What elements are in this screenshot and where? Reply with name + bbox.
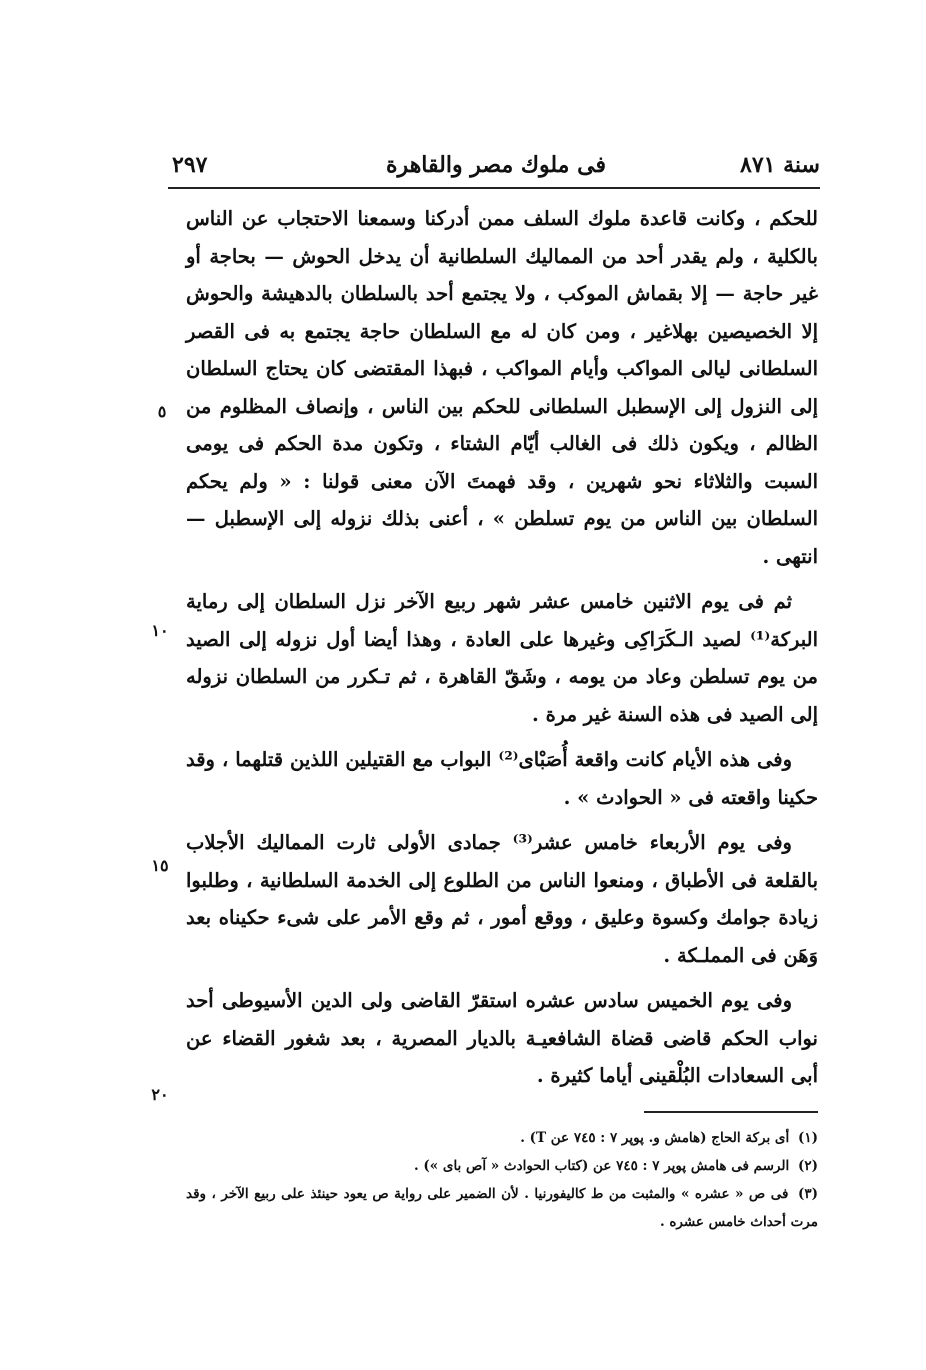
header-title: فى ملوك مصر والقاهرة — [386, 152, 606, 178]
line-marker-5: ٥ — [157, 402, 167, 421]
line-marker-20: ٢٠ — [151, 1085, 169, 1104]
footnote — [186, 1152, 818, 1180]
line-marker-10: ١٠ — [151, 621, 169, 640]
paragraph: وفى هذه الأيام كانت واقعة أُصَبْاى⁽²⁾ البواب مع القتيلين اللذين قتلهما ، وقد حكينا واقعته فى « الحوادث » . — [186, 748, 818, 809]
footnote-number: (٢) — [797, 1158, 818, 1174]
line-marker-15: ١٥ — [151, 856, 169, 875]
footnote-number: (٣) — [797, 1186, 818, 1202]
paragraph: وفى يوم الأربعاء خامس عشر⁽³⁾ جمادى الأولى ثارت المماليك الأجلاب بالقلعة فى الأطباق ، ومنعوا الناس من الطلوع إلى الخدمة السلطانية ، وطلبوا زيادة جوامك وكسوة وعليق ، ووقع أمور ، ثم وقع الأمر على شىء حكيناه بعد وَهَن فى المملـكة . — [186, 831, 818, 967]
main-text — [186, 200, 818, 1095]
footnotes — [186, 1124, 818, 1236]
running-header — [172, 150, 820, 184]
footnote — [186, 1180, 818, 1236]
footnote-rule — [644, 1111, 818, 1113]
header-year: سنة ٨٧١ — [740, 152, 820, 178]
footnote — [186, 1124, 818, 1152]
paragraph: للحكم ، وكانت قاعدة ملوك السلف ممن أدركنا وسمعنا الاحتجاب عن الناس بالكلية ، ولم يقدر أحد من المماليك السلطانية أن يدخل الحوش — بحاجة أو غير حاجة — إلا بقماش الموكب ، ولا يجتمع أحد بالسلطان بالدهيشة والحوش إلا الخصيصين بهلاغير ، ومن كان له مع السلطان حاجة يجتمع به فى القصر السلطانى ليالى المواكب وأيام المواكب ، فبهذا المقتضى كان يحتاج السلطان إلى النزول إلى الإسطبل السلطانى للحكم بين الناس ، وإنصاف المظلوم من الظالم ، ويكون ذلك فى الغالب أيّام الشتاء ، وتكون مدة الحكم فى يومى السبت والثلاثاء نحو شهرين ، وقد فهمتَ الآن معنى قولنا : « ولم يحكم السلطان بين الناس من يوم تسلطن » ، أعنى بذلك نزوله إلى الإسطبل — انتهى . — [186, 207, 818, 568]
header-rule — [168, 187, 820, 189]
paragraph: وفى يوم الخميس سادس عشره استقرّ القاضى ولى الدين الأسيوطى أحد نواب الحكم قاضى قضاة الشافعيـة بالديار المصرية ، بعد شغور القضاء عن أبى السعادات البُلْقينى أياما كثيرة . — [186, 989, 818, 1087]
paragraph: ثم فى يوم الاثنين خامس عشر شهر ربيع الآخر نزل السلطان إلى رماية البركة⁽¹⁾ لصيد الـكَرَاكِى وغيرها على العادة ، وهذا أيضا أول نزوله إلى الصيد من يوم تسلطن وعاد من يومه ، وشَقّ القاهرة ، ثم تـكرر من السلطان نزوله إلى الصيد فى هذه السنة غير مرة . — [186, 590, 818, 726]
footnote-number: (١) — [797, 1130, 818, 1146]
footnote-text: أى بركة الحاج (هامش و. پوپر ٧ : ٧٤٥ عن T) . — [520, 1130, 790, 1146]
page-number: ٢٩٧ — [172, 152, 208, 178]
footnote-text: الرسم فى هامش پوپر ٧ : ٧٤٥ عن (كتاب الحوادث « آص باى ») . — [413, 1158, 790, 1174]
footnote-text: فى ص « عشره » والمثبت من ط كاليفورنيا . لأن الضمير على رواية ص يعود حينئذ على ربيع الآخر ، وقد مرت أحداث خامس عشره . — [186, 1186, 818, 1230]
